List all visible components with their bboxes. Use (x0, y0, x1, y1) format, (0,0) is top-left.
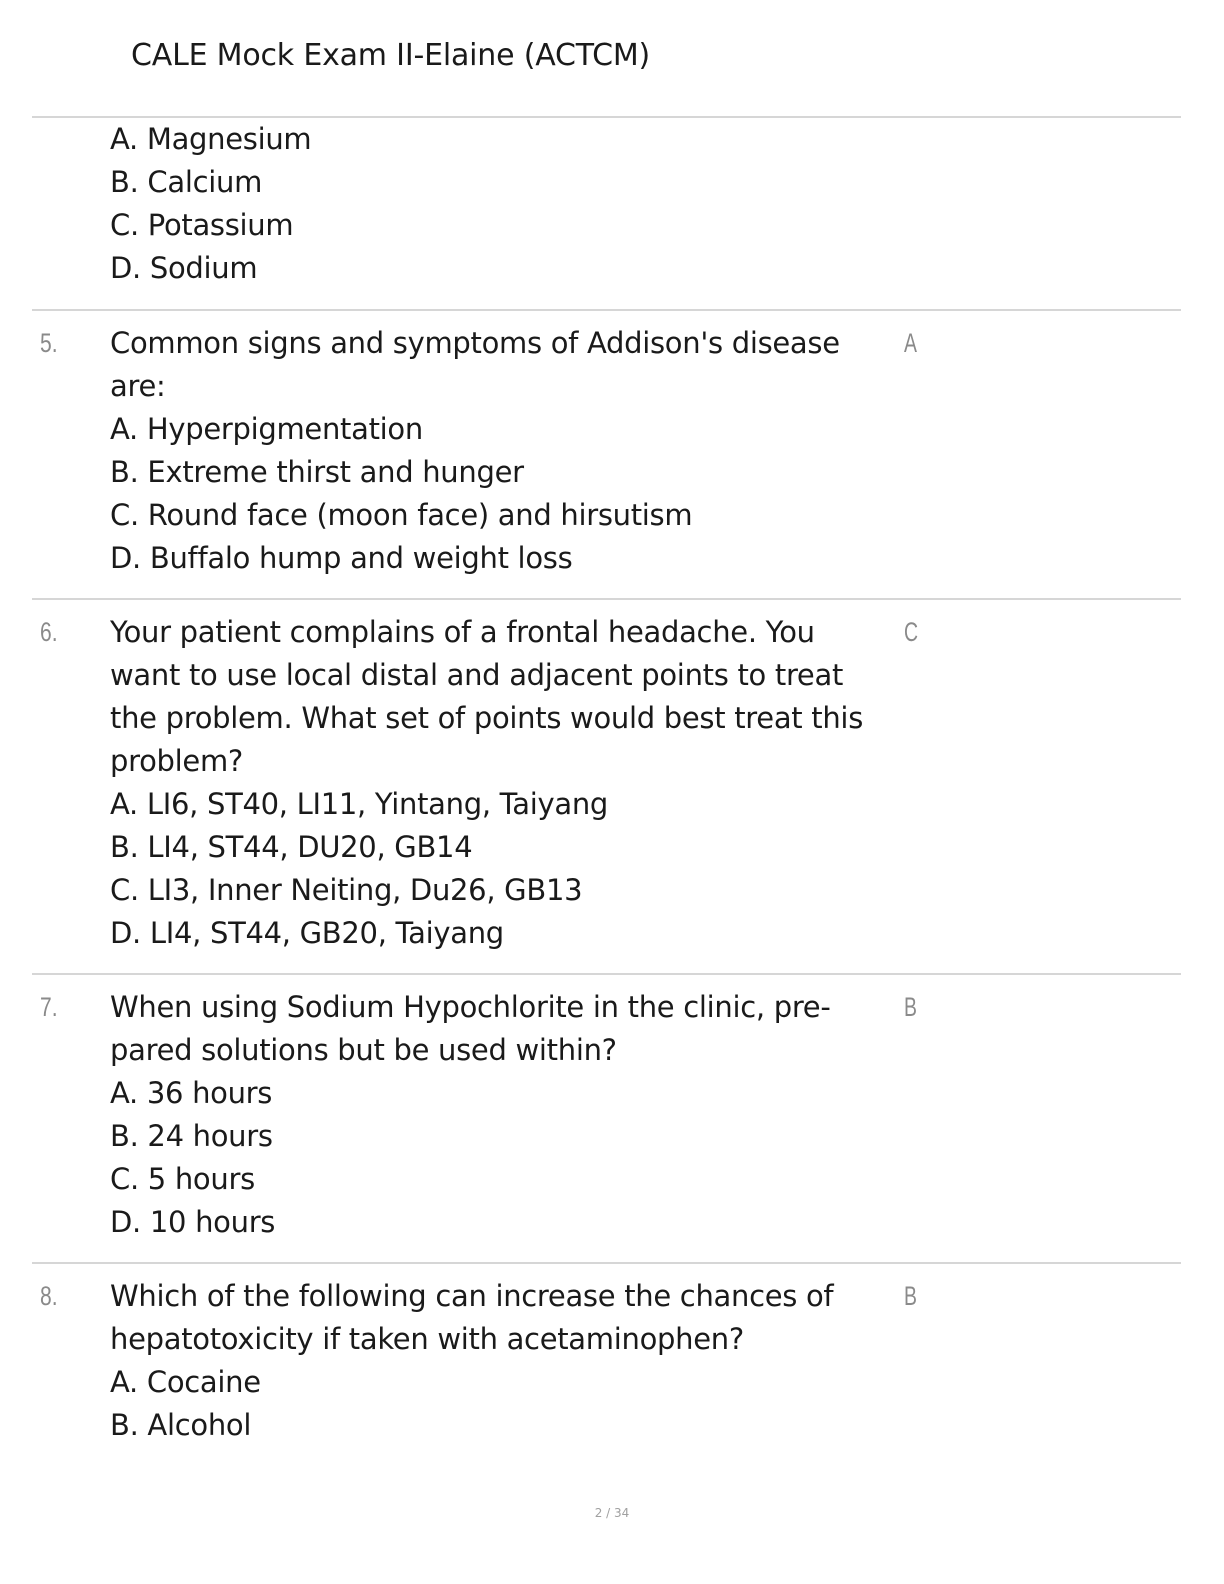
option: D. 10 hours (110, 1205, 276, 1239)
question-content (110, 611, 910, 955)
answer-key: A (904, 328, 917, 358)
question-text-line: are: (110, 369, 166, 403)
question-text-line: the problem. What set of points would best treat this (110, 701, 863, 735)
option: A. LI6, ST40, LI11, Yintang, Taiyang (110, 787, 609, 821)
option: C. Round face (moon face) and hirsutism (110, 498, 693, 532)
option: A. Cocaine (110, 1365, 261, 1399)
answer-key: C (904, 617, 919, 647)
divider-q7 (32, 973, 1181, 975)
continued-options (110, 118, 910, 290)
option: C. LI3, Inner Neiting, Du26, GB13 (110, 873, 583, 907)
divider-q5 (32, 309, 1181, 311)
option: B. Alcohol (110, 1408, 252, 1442)
option: A. Hyperpigmentation (110, 412, 423, 446)
option: B. 24 hours (110, 1119, 273, 1153)
option: D. Sodium (110, 251, 258, 285)
question-number: 7. (40, 992, 58, 1022)
question-number: 8. (40, 1281, 58, 1311)
question-text-line: hepatotoxicity if taken with acetaminophen? (110, 1322, 744, 1356)
question-content (110, 1275, 910, 1447)
answer-key: B (904, 1281, 917, 1311)
question-text-line: problem? (110, 744, 243, 778)
answer-key: B (904, 992, 917, 1022)
option: C. 5 hours (110, 1162, 255, 1196)
question-content (110, 986, 910, 1244)
option: A. 36 hours (110, 1076, 273, 1110)
option: B. LI4, ST44, DU20, GB14 (110, 830, 473, 864)
divider-q6 (32, 598, 1181, 600)
option: B. Calcium (110, 165, 263, 199)
question-text-line: Your patient complains of a frontal headache. You (110, 615, 815, 649)
question-text-line: When using Sodium Hypochlorite in the clinic, pre- (110, 990, 831, 1024)
option: D. Buffalo hump and weight loss (110, 541, 573, 575)
question-text-line: want to use local distal and adjacent points to treat (110, 658, 844, 692)
page-title: CALE Mock Exam II-Elaine (ACTCM) (131, 38, 651, 73)
question-text-line: pared solutions but be used within? (110, 1033, 617, 1067)
option: D. LI4, ST44, GB20, Taiyang (110, 916, 504, 950)
question-text-line: Common signs and symptoms of Addison's disease (110, 326, 840, 360)
question-number: 6. (40, 617, 58, 647)
option: B. Extreme thirst and hunger (110, 455, 524, 489)
page-indicator: 2 / 34 (594, 1506, 630, 1520)
option: C. Potassium (110, 208, 294, 242)
question-text-line: Which of the following can increase the chances of (110, 1279, 834, 1313)
question-number: 5. (40, 328, 58, 358)
divider-q8 (32, 1262, 1181, 1264)
option: A. Magnesium (110, 122, 312, 156)
question-content (110, 322, 910, 580)
